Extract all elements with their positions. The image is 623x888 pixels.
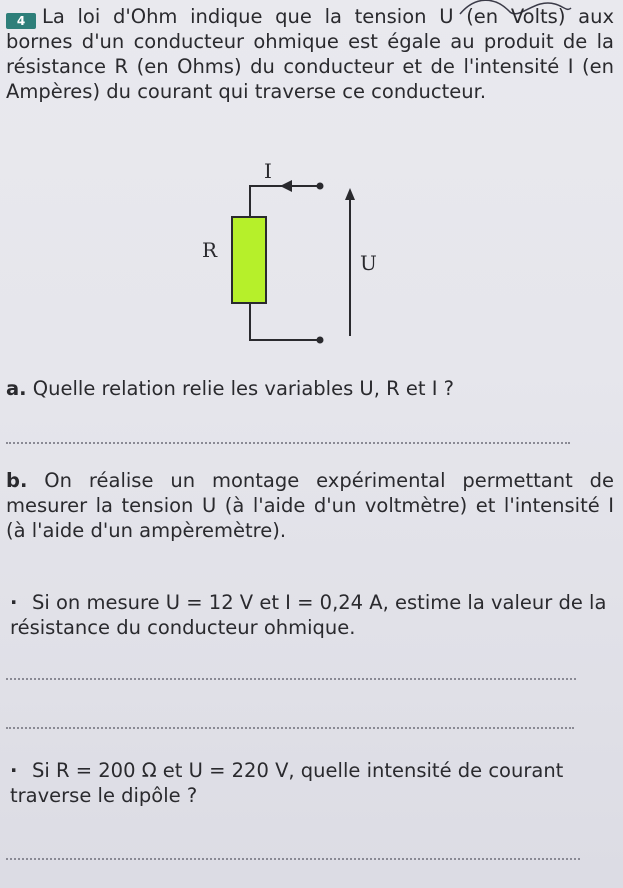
question-b [6, 468, 614, 543]
ohm-circuit-diagram [180, 150, 390, 350]
question-b-bullet-1-text: Si on mesure U = 12 V et I = 0,24 A, estime la valeur de la résistance du conducteur ohmique. [10, 591, 607, 639]
bullet-dot-1: · [10, 591, 18, 614]
current-arrow [280, 180, 292, 192]
label-current: I [264, 159, 272, 183]
intro-text: La loi d'Ohm indique que la tension U (en Volts) aux bornes d'un conducteur ohmique est égale au produit de la résistance R (en Ohms) du conducteur et de l'intensité I (en Ampères) du courant qui traverse ce conducteur. [6, 5, 614, 103]
question-a-text: Quelle relation relie les variables U, R et I ? [32, 377, 454, 400]
answer-line-b2[interactable] [6, 858, 580, 860]
question-b-text: On réalise un montage expérimental permettant de mesurer la tension U (à l'aide d'un voltmètre) et l'intensité I (à l'aide d'un ampèremètre). [6, 469, 614, 542]
intro-paragraph [6, 4, 614, 104]
question-a [6, 376, 614, 401]
bottom-terminal [317, 337, 324, 344]
question-a-letter: a. [6, 377, 27, 400]
top-wire [250, 186, 320, 217]
label-resistance: R [202, 238, 218, 262]
question-b-bullet-1 [10, 590, 610, 640]
question-b-bullet-2-text: Si R = 200 Ω et U = 220 V, quelle intensité de courant traverse le dipôle ? [10, 759, 564, 807]
resistor [232, 217, 266, 303]
top-terminal [317, 183, 324, 190]
label-voltage: U [360, 251, 377, 275]
voltage-arrowhead [345, 188, 355, 200]
answer-line-b1-1[interactable] [6, 678, 576, 680]
question-b-bullet-2 [10, 758, 610, 808]
answer-line-a[interactable] [6, 442, 570, 444]
exercise-number: 4 [6, 13, 36, 29]
answer-line-b1-2[interactable] [6, 727, 574, 729]
bullet-dot-2: · [10, 759, 18, 782]
question-b-letter: b. [6, 469, 28, 492]
bottom-wire [250, 303, 320, 340]
